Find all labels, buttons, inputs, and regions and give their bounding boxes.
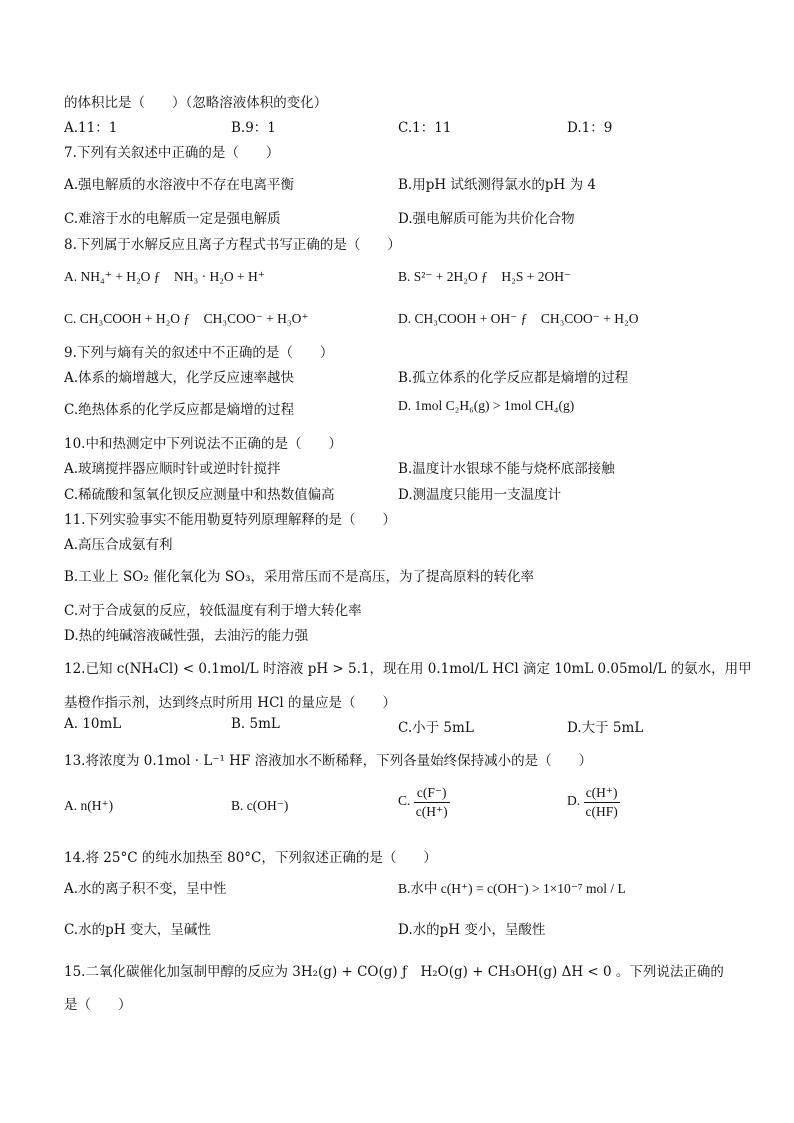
q12-option-c: C.小于 5mL: [398, 720, 474, 736]
q10-stem: 10.中和热测定中下列说法不正确的是（ ）: [64, 436, 342, 452]
q9-option-a: A.体系的熵增越大，化学反应速率越快: [64, 370, 295, 386]
q13-option-d-numerator: c(H⁺): [584, 784, 620, 803]
q11-option-b: B.工业上 SO₂ 催化氧化为 SO₃，采用常压而不是高压，为了提高原料的转化率: [64, 569, 535, 585]
q8-option-b: B. S²⁻ + 2H₂O ƒ H₂S + 2OH⁻: [398, 269, 572, 284]
q10-option-b: B.温度计水银球不能与烧杯底部接触: [398, 461, 615, 477]
q12-option-a: A. 10mL: [64, 716, 122, 732]
q13-option-c-fraction: [414, 784, 450, 820]
q8-options-row1: [64, 265, 744, 305]
q13-option-d: [567, 784, 620, 820]
q13-option-c-denominator: c(H⁺): [415, 803, 448, 819]
q7-option-b: B.用pH 试纸测得氯水的pH 为 4: [398, 177, 597, 193]
q6-option-c: C.1：11: [398, 120, 452, 136]
q13-option-b: B. c(OH⁻): [231, 798, 289, 813]
q8-option-d: D. CH₃COOH + OH⁻ ƒ CH₃COO⁻ + H₂O: [398, 311, 639, 326]
q11-option-d: D.热的纯碱溶液碱性强，去油污的能力强: [64, 628, 309, 644]
q9-option-d: D. 1mol C₂H₆(g) > 1mol CH₄(g): [398, 398, 575, 413]
q8-option-c: C. CH₃COOH + H₂O ƒ CH₃COO⁻ + H₃O⁺: [64, 311, 309, 326]
q9-option-b: B.孤立体系的化学反应都是熵增的过程: [398, 370, 629, 386]
q6-option-d: D.1：9: [567, 120, 613, 136]
q7-stem: 7.下列有关叙述中正确的是（ ）: [64, 145, 280, 161]
q10-option-a: A.玻璃搅拌器应顺时针或逆时针搅拌: [64, 461, 281, 477]
q12-option-b: B. 5mL: [231, 716, 280, 732]
q7-option-d: D.强电解质可能为共价化合物: [398, 211, 575, 227]
q14-option-c: C.水的pH 变大，呈碱性: [64, 922, 211, 938]
q12-option-d: D.大于 5mL: [567, 720, 644, 736]
q10-option-c: C.稀硫酸和氢氧化钡反应测量中和热数值偏高: [64, 487, 335, 503]
q8-stem: 8.下列属于水解反应且离子方程式书写正确的是（ ）: [64, 237, 401, 253]
q13-option-c-label: C.: [398, 793, 411, 809]
q7-option-a: A.强电解质的水溶液中不存在电离平衡: [64, 177, 295, 193]
q14-option-a: A.水的离子积不变，呈中性: [64, 881, 227, 897]
q11-option-c: C.对于合成氨的反应，较低温度有利于增大转化率: [64, 603, 362, 619]
q14-stem: 14.将 25°C 的纯水加热至 80°C，下列叙述正确的是（ ）: [64, 850, 437, 866]
q12-stem-line1: 12.已知 c(NH₄Cl) < 0.1mol/L 时溶液 pH > 5.1，现在用 0.1mol/L HCl 滴定 10mL 0.05mol/L 的氨水，用甲: [64, 661, 752, 677]
q14-option-b: B.水中 c(H⁺) = c(OH⁻) > 1×10⁻⁷ mol / L: [398, 881, 626, 896]
q13-stem: 13.将浓度为 0.1mol · L⁻¹ HF 溶液加水不断稀释，下列各量始终保持减小的是（ ）: [64, 753, 593, 769]
q13-option-d-denominator: c(HF): [585, 803, 618, 819]
q15-stem-line1: 15.二氧化碳催化加氢制甲醇的反应为 3H₂(g) + CO(g) ƒ H₂O(g) + CH₃OH(g) ΔH < 0 。下列说法正确的: [64, 964, 724, 980]
q14-option-d: D.水的pH 变小，呈酸性: [398, 922, 546, 938]
q13-option-c: [398, 784, 450, 820]
q13-option-d-fraction: [584, 784, 620, 820]
q6-option-b: B.9：1: [231, 120, 276, 136]
q14-options-row1: [64, 877, 744, 917]
q13-option-d-label: D.: [567, 793, 581, 809]
q13-option-a: A. n(H⁺): [64, 798, 114, 813]
q11-option-a: A.高压合成氨有利: [64, 537, 173, 553]
q13-options: [64, 784, 744, 834]
q14-options-row2: [64, 918, 744, 958]
q15-stem-line2: 是（ ）: [64, 997, 132, 1013]
q12-stem-line2: 基橙作指示剂，达到终点时所用 HCl 的量应是（ ）: [64, 695, 397, 711]
q7-option-c: C.难溶于水的电解质一定是强电解质: [64, 211, 281, 227]
q6-stem-continuation: 的体积比是（ ）（忽略溶液体积的变化）: [64, 95, 328, 111]
q13-option-c-numerator: c(F⁻): [414, 784, 450, 803]
q6-option-a: A.11：1: [64, 120, 118, 136]
q10-option-d: D.测温度只能用一支温度计: [398, 487, 562, 503]
q8-option-a: A. NH₄⁺ + H₂O ƒ NH₃ · H₂O + H⁺: [64, 269, 265, 284]
q9-stem: 9.下列与熵有关的叙述中不正确的是（ ）: [64, 345, 334, 361]
q11-stem: 11.下列实验事实不能用勒夏特列原理解释的是（ ）: [64, 512, 396, 528]
q9-option-c: C.绝热体系的化学反应都是熵增的过程: [64, 402, 295, 418]
